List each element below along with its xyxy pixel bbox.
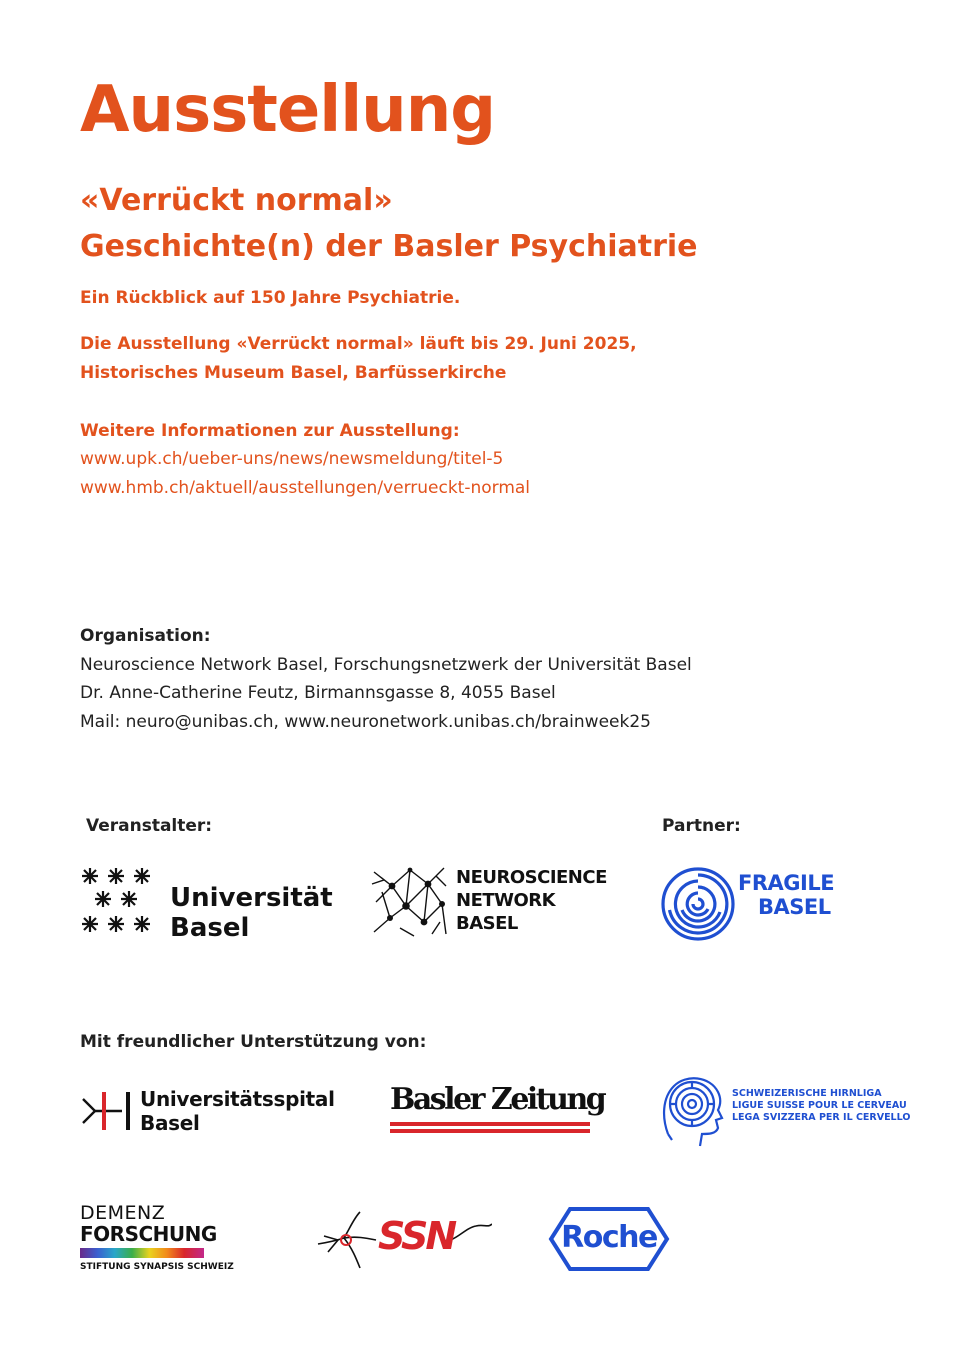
logo-demenz-forschung	[80, 1202, 255, 1274]
hirnliga-line-fr: LIGUE SUISSE POUR LE CERVEAU	[732, 1100, 907, 1111]
fragile-spiral-icon	[660, 866, 736, 942]
nnb-name-line-3: BASEL	[456, 913, 518, 934]
unibas-name-line-1: Universität	[170, 883, 333, 913]
usb-name-line-2: Basel	[140, 1111, 200, 1135]
unibas-name-line-2: Basel	[170, 913, 250, 943]
venue-text: Historisches Museum Basel, Barfüsserkirche	[80, 363, 507, 383]
page-title: Ausstellung	[80, 73, 496, 147]
roche-wordmark: Roche	[561, 1220, 657, 1255]
bz-red-rule-1	[390, 1122, 590, 1126]
logo-neuroscience-network-basel	[370, 862, 607, 940]
organisation-heading: Organisation:	[80, 626, 211, 646]
info-link-hmb[interactable]: www.hmb.ch/aktuell/ausstellungen/verrueckt-normal	[80, 478, 531, 498]
demenz-line-2: FORSCHUNG	[80, 1222, 217, 1246]
demenz-line-3: STIFTUNG SYNAPSIS SCHWEIZ	[80, 1262, 234, 1272]
info-heading: Weitere Informationen zur Ausstellung:	[80, 421, 460, 441]
support-label: Mit freundlicher Unterstützung von:	[80, 1032, 427, 1052]
organizers-label: Veranstalter:	[86, 816, 213, 836]
ssn-wordmark: SSN	[378, 1214, 455, 1258]
intro-text: Ein Rückblick auf 150 Jahre Psychiatrie.	[80, 288, 461, 308]
demenz-color-bar	[80, 1248, 204, 1258]
logo-universitaetsspital-basel	[80, 1086, 335, 1136]
partner-label: Partner:	[662, 816, 741, 836]
logo-roche	[548, 1206, 670, 1272]
subtitle-exhibition-name: «Verrückt normal»	[80, 183, 393, 218]
fragile-name-line-2: BASEL	[758, 895, 831, 919]
usb-emblem-icon	[80, 1090, 134, 1132]
hirnliga-line-it: LEGA SVIZZERA PER IL CERVELLO	[732, 1112, 911, 1123]
organisation-line-1: Neuroscience Network Basel, Forschungsnetzwerk der Universität Basel	[80, 655, 692, 675]
logo-ssn	[316, 1208, 492, 1270]
subtitle-exhibition-topic: Geschichte(n) der Basler Psychiatrie	[80, 229, 698, 264]
head-maze-icon	[660, 1074, 724, 1148]
logo-schweizerische-hirnliga	[660, 1074, 911, 1148]
organisation-contact: Mail: neuro@unibas.ch, www.neuronetwork.unibas.ch/brainweek25	[80, 712, 651, 732]
run-dates-text: Die Ausstellung «Verrückt normal» läuft bis 29. Juni 2025,	[80, 334, 637, 354]
hirnliga-line-de: SCHWEIZERISCHE HIRNLIGA	[732, 1088, 882, 1099]
logo-basler-zeitung	[390, 1082, 605, 1138]
nnb-name-line-1: NEUROSCIENCE	[456, 867, 607, 888]
logo-universitaet-basel	[80, 866, 333, 943]
info-link-upk[interactable]: www.upk.ch/ueber-uns/news/newsmeldung/titel-5	[80, 449, 504, 469]
neuron-network-icon	[370, 862, 448, 940]
organisation-line-2: Dr. Anne-Catherine Feutz, Birmannsgasse 8, 4055 Basel	[80, 683, 556, 703]
unibas-emblem-icon	[80, 866, 156, 940]
nnb-name-line-2: NETWORK	[456, 890, 556, 911]
fragile-name-line-1: FRAGILE	[738, 871, 835, 895]
logo-fragile-basel	[660, 866, 835, 942]
bz-wordmark: Basler Zeitung	[390, 1082, 605, 1117]
usb-red-bar	[102, 1092, 106, 1130]
usb-name-line-1: Universitätsspital	[140, 1087, 335, 1111]
demenz-line-1: DEMENZ	[80, 1202, 166, 1224]
bz-red-rule-2	[390, 1129, 590, 1133]
